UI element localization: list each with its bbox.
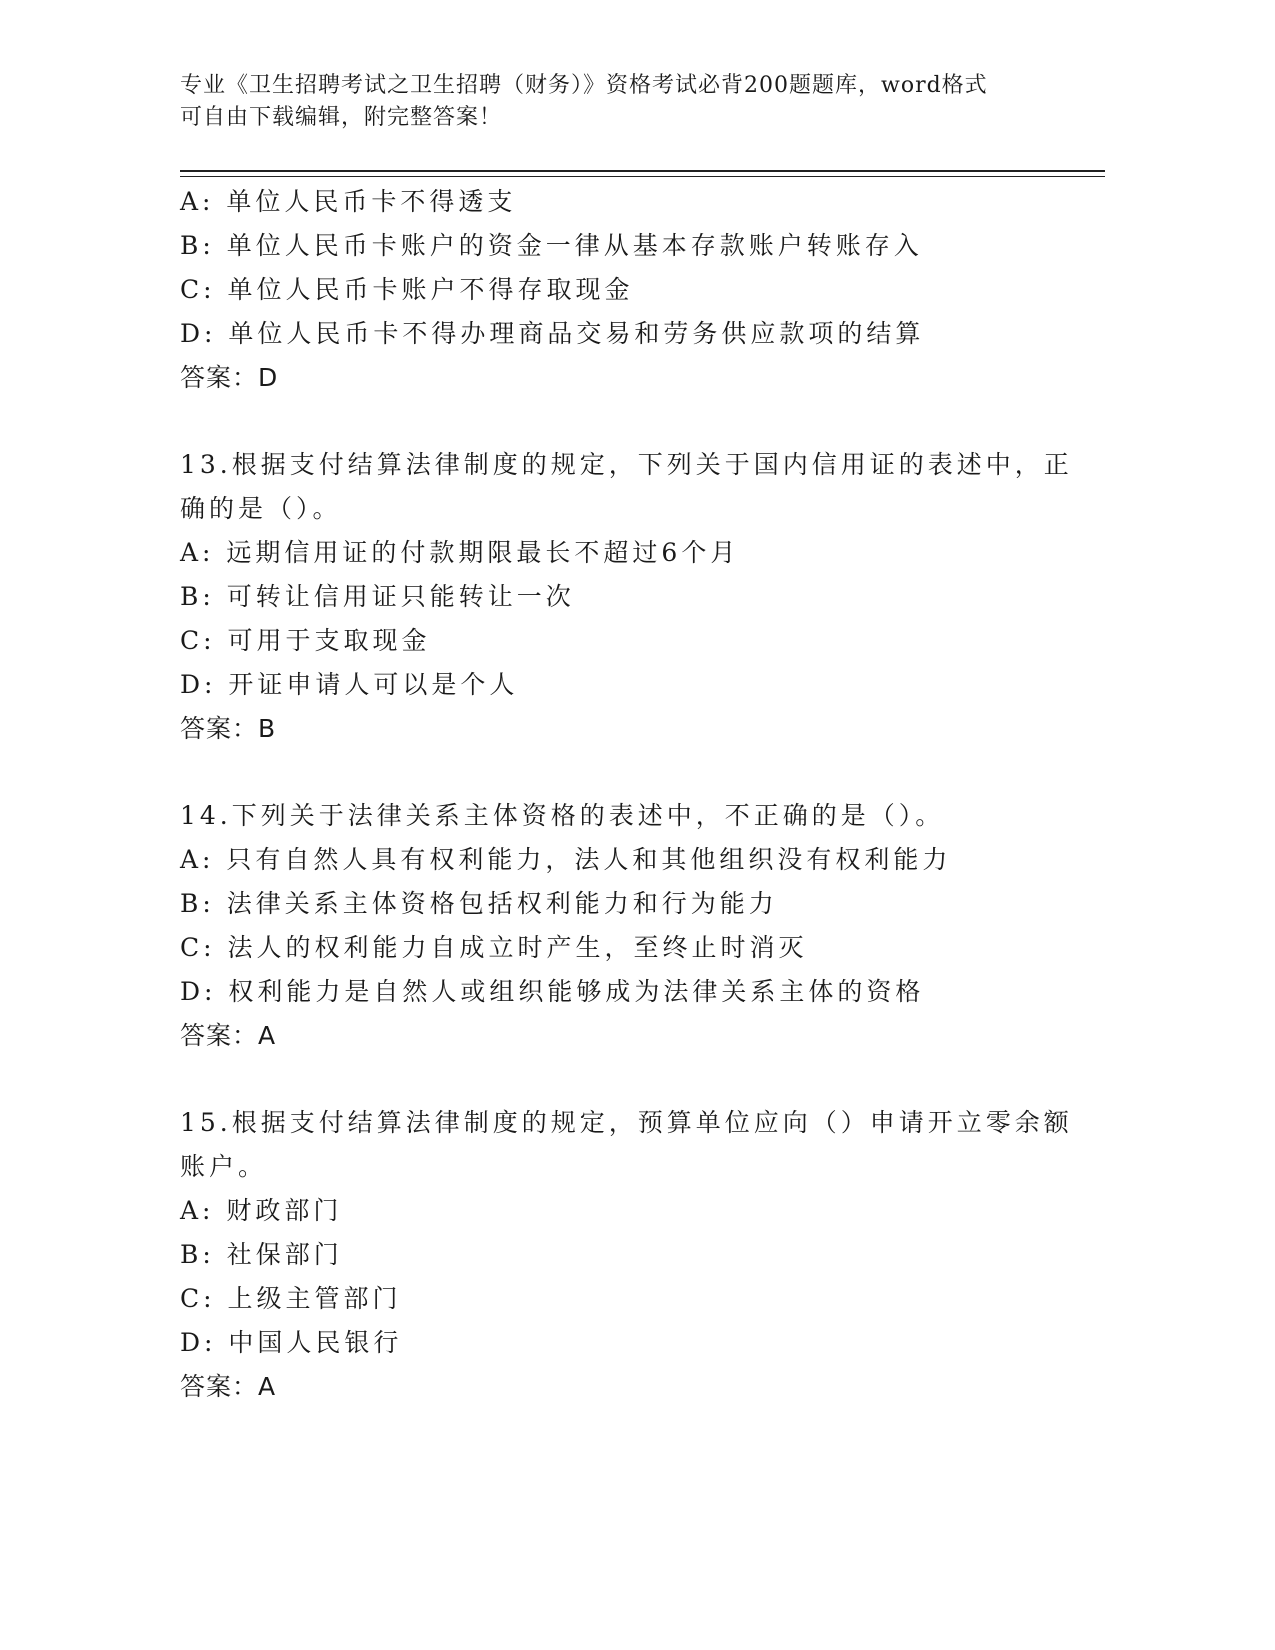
question-14 (180, 794, 1080, 1058)
question-15 (180, 1101, 1080, 1409)
option-d: D: 权利能力是自然人或组织能够成为法律关系主体的资格 (180, 977, 925, 1006)
question-stem: 14.下列关于法律关系主体资格的表述中，不正确的是（）。 (180, 801, 945, 830)
option-b: B: 社保部门 (180, 1240, 343, 1269)
question-13 (180, 443, 1080, 751)
option-c: C: 法人的权利能力自成立时产生，至终止时消灭 (180, 933, 808, 962)
document-page (180, 0, 1110, 1650)
option-a: A: 只有自然人具有权利能力，法人和其他组织没有权利能力 (180, 845, 952, 874)
answer: 答案：A (180, 1021, 277, 1050)
option-c: C: 单位人民币卡账户不得存取现金 (180, 275, 634, 304)
option-a: A: 财政部门 (180, 1196, 343, 1225)
header-line-1: 专业《卫生招聘考试之卫生招聘（财务）》资格考试必背200题题库，word格式 (180, 73, 988, 98)
option-d: D: 单位人民币卡不得办理商品交易和劳务供应款项的结算 (180, 319, 925, 348)
question-stem: 13.根据支付结算法律制度的规定，下列关于国内信用证的表述中，正 (180, 450, 1073, 479)
question-stem: 15.根据支付结算法律制度的规定，预算单位应向（）申请开立零余额 (180, 1108, 1073, 1137)
option-a: A: 远期信用证的付款期限最长不超过6个月 (180, 538, 740, 567)
answer: 答案：D (180, 363, 279, 392)
question-content (180, 180, 1080, 1409)
option-c: C: 可用于支取现金 (180, 626, 431, 655)
option-b: B: 单位人民币卡账户的资金一律从基本存款账户转账存入 (180, 231, 923, 260)
option-c: C: 上级主管部门 (180, 1284, 402, 1313)
option-d: D: 开证申请人可以是个人 (180, 670, 519, 699)
answer: 答案：A (180, 1372, 277, 1401)
header-rule-thick (180, 170, 1105, 172)
header-rule-thin (180, 176, 1105, 177)
option-b: B: 法律关系主体资格包括权利能力和行为能力 (180, 889, 778, 918)
document-header (180, 70, 1040, 134)
question-stem-continued: 确的是（）。 (180, 494, 342, 523)
option-b: B: 可转让信用证只能转让一次 (180, 582, 575, 611)
question-12 (180, 180, 1080, 400)
answer: 答案：B (180, 714, 277, 743)
question-stem-continued: 账户。 (180, 1152, 268, 1181)
option-d: D: 中国人民银行 (180, 1328, 403, 1357)
header-line-2: 可自由下载编辑，附完整答案！ (180, 105, 503, 130)
option-a: A: 单位人民币卡不得透支 (180, 187, 517, 216)
